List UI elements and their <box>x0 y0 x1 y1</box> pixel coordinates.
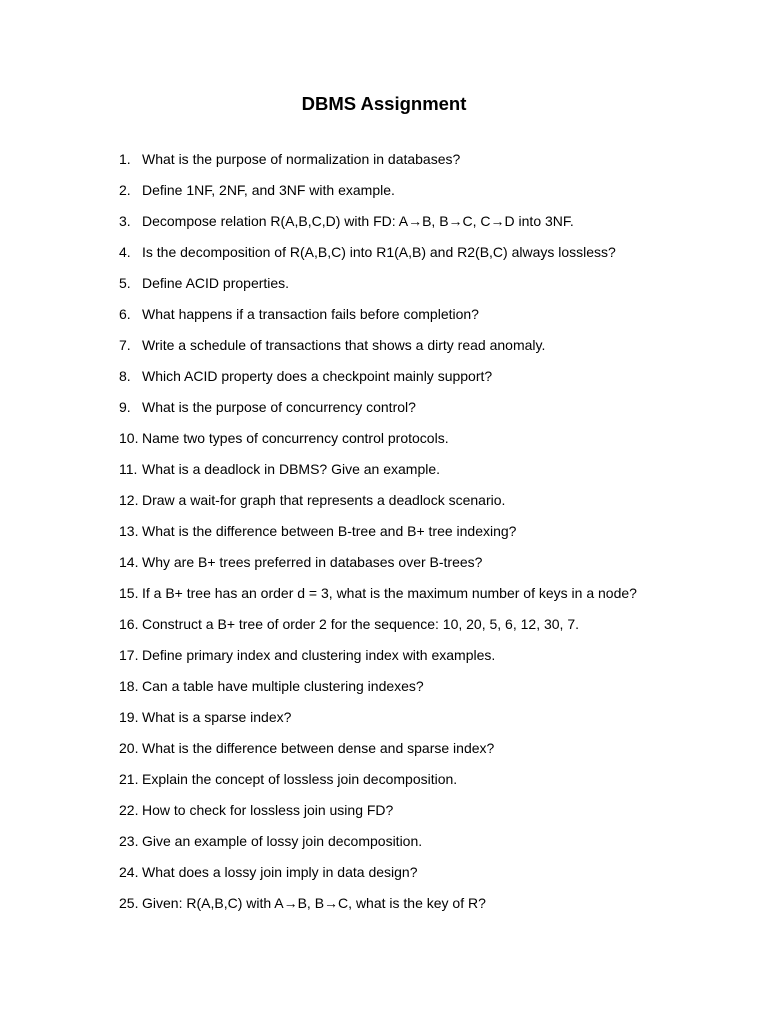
question-item <box>119 583 739 614</box>
question-text: Construct a B+ tree of order 2 for the sequence: 10, 20, 5, 6, 12, 30, 7. <box>142 616 579 632</box>
question-item <box>119 335 739 366</box>
question-text: Define 1NF, 2NF, and 3NF with example. <box>142 182 395 198</box>
question-number: 16. <box>119 616 139 632</box>
question-text: Why are B+ trees preferred in databases over B-trees? <box>142 554 483 570</box>
question-number: 19. <box>119 709 139 725</box>
question-number: 12. <box>119 492 139 508</box>
question-item <box>119 490 739 521</box>
question-item <box>119 304 739 335</box>
question-item <box>119 769 739 800</box>
question-item <box>119 614 739 645</box>
question-number: 20. <box>119 740 139 756</box>
question-number: 9. <box>119 399 131 415</box>
question-text: Decompose relation R(A,B,C,D) with FD: A→B, B→C, C→D into 3NF. <box>142 213 574 229</box>
question-list <box>119 149 739 924</box>
question-text: Define primary index and clustering index with examples. <box>142 647 496 663</box>
question-item <box>119 552 739 583</box>
question-text: What is a sparse index? <box>142 709 292 725</box>
document-title: DBMS Assignment <box>301 93 467 114</box>
question-item <box>119 242 739 273</box>
question-item <box>119 211 739 242</box>
question-text: Explain the concept of lossless join decomposition. <box>142 771 458 787</box>
question-item <box>119 366 739 397</box>
question-item <box>119 738 739 769</box>
question-number: 14. <box>119 554 139 570</box>
question-number: 25. <box>119 895 139 911</box>
question-number: 6. <box>119 306 131 322</box>
question-item <box>119 862 739 893</box>
question-number: 8. <box>119 368 131 384</box>
question-text: What is the difference between dense and sparse index? <box>142 740 495 756</box>
question-text: If a B+ tree has an order d = 3, what is the maximum number of keys in a node? <box>142 585 637 601</box>
question-text: What is the purpose of normalization in databases? <box>142 151 461 167</box>
question-number: 21. <box>119 771 139 787</box>
question-text: How to check for lossless join using FD? <box>142 802 394 818</box>
question-text: What is the difference between B-tree and B+ tree indexing? <box>142 523 517 539</box>
question-text: Is the decomposition of R(A,B,C) into R1(A,B) and R2(B,C) always lossless? <box>142 244 616 260</box>
question-item <box>119 676 739 707</box>
question-text: What is a deadlock in DBMS? Give an example. <box>142 461 441 477</box>
question-number: 2. <box>119 182 131 198</box>
question-number: 18. <box>119 678 139 694</box>
question-text: Give an example of lossy join decomposition. <box>142 833 423 849</box>
question-item <box>119 831 739 862</box>
question-number: 10. <box>119 430 139 446</box>
question-number: 11. <box>119 461 138 477</box>
question-number: 4. <box>119 244 131 260</box>
question-item <box>119 397 739 428</box>
question-text: What happens if a transaction fails before completion? <box>142 306 479 322</box>
question-text: Define ACID properties. <box>142 275 290 291</box>
question-number: 13. <box>119 523 139 539</box>
question-item <box>119 800 739 831</box>
question-item <box>119 893 739 924</box>
question-number: 17. <box>119 647 139 663</box>
question-text: Write a schedule of transactions that shows a dirty read anomaly. <box>142 337 546 353</box>
question-item <box>119 645 739 676</box>
question-number: 22. <box>119 802 139 818</box>
question-item <box>119 149 739 180</box>
question-number: 15. <box>119 585 139 601</box>
question-number: 1. <box>119 151 131 167</box>
question-number: 3. <box>119 213 131 229</box>
question-item <box>119 521 739 552</box>
question-text: Can a table have multiple clustering indexes? <box>142 678 424 694</box>
question-item <box>119 273 739 304</box>
question-text: What does a lossy join imply in data design? <box>142 864 418 880</box>
question-number: 24. <box>119 864 139 880</box>
question-number: 5. <box>119 275 131 291</box>
question-item <box>119 180 739 211</box>
question-text: What is the purpose of concurrency control? <box>142 399 416 415</box>
question-number: 7. <box>119 337 131 353</box>
question-text: Name two types of concurrency control protocols. <box>142 430 449 446</box>
question-number: 23. <box>119 833 139 849</box>
question-item <box>119 459 739 490</box>
question-item <box>119 707 739 738</box>
question-text: Which ACID property does a checkpoint mainly support? <box>142 368 493 384</box>
question-text: Draw a wait-for graph that represents a deadlock scenario. <box>142 492 506 508</box>
question-item <box>119 428 739 459</box>
question-text: Given: R(A,B,C) with A→B, B→C, what is the key of R? <box>142 895 486 911</box>
